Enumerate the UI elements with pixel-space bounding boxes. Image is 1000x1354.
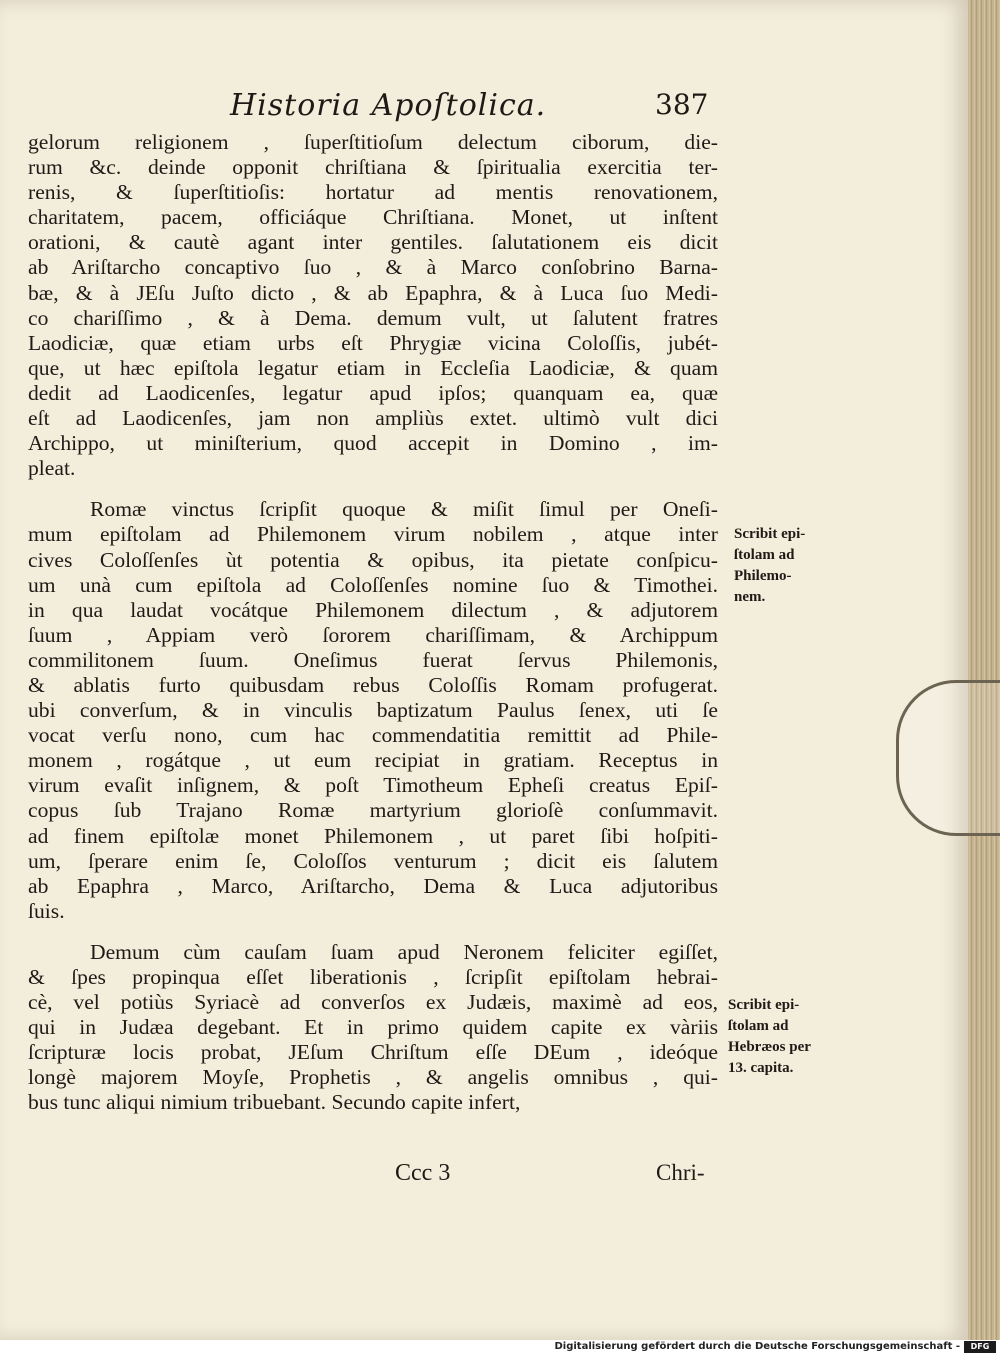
text-line: cives Coloſſenſes ùt potentia & opibus, ita pietate conſpicu- xyxy=(28,547,718,572)
paragraph-gap xyxy=(28,924,718,940)
text-line: bæ, & à JEſu Juſto dicto , & ab Epaphra, & à Luca ſuo Medi- xyxy=(28,280,718,305)
book-clip xyxy=(896,680,1000,836)
text-line: ſuum , Appiam verò ſororem chariſſimam, & Archippum xyxy=(28,622,718,647)
margin-note-line: Hebræos per xyxy=(728,1039,811,1055)
footer-credit: Digitalisierung gefördert durch die Deutsche Forschungsgemeinschaft - xyxy=(554,1341,960,1352)
text-line: co chariſſimo , & à Dema. demum vult, ut ſalutent fratres xyxy=(28,305,718,330)
text-line: longè majorem Moyſe, Prophetis , & angelis omnibus , qui- xyxy=(28,1065,718,1090)
margin-note-line: Scribit epi- xyxy=(728,997,800,1013)
text-line: ubi converſum, & in vinculis baptizatum Paulus ſenex, uti ſe xyxy=(28,698,718,723)
text-line: ab Ariſtarcho concaptivo ſuo , & à Marco conſobrino Barna- xyxy=(28,255,718,280)
text-line: copus ſub Trajano Romæ martyrium glorioſè conſummavit. xyxy=(28,798,718,823)
text-line: & ablatis furto quibusdam rebus Coloſſis Romam profugerat. xyxy=(28,672,718,697)
text-line: ad finem epiſtolæ monet Philemonem , ut paret ſibi hoſpiti- xyxy=(28,823,718,848)
text-line: que, ut hæc epiſtola legatur etiam in Eccleſia Laodiciæ, & quam xyxy=(28,355,718,380)
text-line: pleat. xyxy=(28,456,76,481)
text-line: dedit ad Laodicenſes, legatur apud ipſos; quanquam ea, quæ xyxy=(28,380,718,405)
main-text xyxy=(28,130,718,1116)
margin-note-line: Philemo- xyxy=(734,568,792,584)
text-line: Demum cùm cauſam ſuam apud Neronem feliciter egiſſet, xyxy=(90,939,718,964)
running-title: Historia Apoſtolica. xyxy=(230,88,547,123)
text-line: ſcripturæ locis probat, JEſum Chriſtum eſſe DEum , ideóque xyxy=(28,1040,718,1065)
margin-note-line: 13. capita. xyxy=(728,1060,794,1076)
page-number: 387 xyxy=(655,88,709,121)
signature-mark: Ccc 3 xyxy=(395,1160,451,1186)
paragraph-gap xyxy=(28,481,718,497)
dfg-logo: DFG xyxy=(964,1341,996,1353)
text-line: Romæ vinctus ſcripſit quoque & miſit ſimul per Oneſi- xyxy=(90,497,718,522)
margin-note-philemon xyxy=(734,524,805,608)
text-line: cè, vel potiùs Syriacè ad converſos ex Judæis, maximè ad eos, xyxy=(28,990,718,1015)
text-line: orationi, & cautè agant inter gentiles. ſalutationem eis dicit xyxy=(28,230,718,255)
text-line: commilitonem ſuum. Oneſimus fuerat ſervus Philemonis, xyxy=(28,647,718,672)
text-line: vocat verſu nono, cum hac commendatitia remittit ad Phile- xyxy=(28,723,718,748)
margin-note-line: ſtolam ad xyxy=(734,547,795,563)
text-line: gelorum religionem , ſuperſtitioſum delectum ciborum, die- xyxy=(28,130,718,154)
text-line: um unà cum epiſtola ad Coloſſenſes nomine ſuo & Timothei. xyxy=(28,572,718,597)
text-line: virum evaſit inſignem, & poſt Timotheum Epheſi creatus Epiſ- xyxy=(28,773,718,798)
text-line: Archippo, ut miniſterium, quod accepit in Domino , im- xyxy=(28,431,718,456)
text-line: um, ſperare enim ſe, Coloſſos venturum ; dicit eis ſalutem xyxy=(28,848,718,873)
catchword: Chri- xyxy=(656,1160,705,1185)
margin-note-line: nem. xyxy=(734,589,766,605)
text-line: rum &c. deinde opponit chriſtiana & ſpiritualia exercitia ter- xyxy=(28,155,718,180)
text-line: charitatem, pacem, officiáque Chriſtiana. Monet, ut inſtent xyxy=(28,205,718,230)
text-line: mum epiſtolam ad Philemonem virum nobilem , atque inter xyxy=(28,522,718,547)
footer-bar xyxy=(0,1340,1000,1354)
page-edges xyxy=(968,0,1000,1340)
text-line: eſt ad Laodicenſes, jam non ampliùs extet. ultimò vult dici xyxy=(28,406,718,431)
text-line: & ſpes propinqua eſſet liberationis , ſcripſit epiſtolam hebrai- xyxy=(28,965,718,989)
text-line: renis, & ſuperſtitioſis: hortatur ad mentis renovationem, xyxy=(28,180,718,205)
text-line: in qua laudat vocátque Philemonem dilectum , & adjutorem xyxy=(28,597,718,622)
text-line: qui in Judæa degebant. Et in primo quidem capite ex vàriis xyxy=(28,1015,718,1040)
margin-note-line: ſtolam ad xyxy=(728,1018,789,1034)
margin-note-hebrews xyxy=(728,995,811,1079)
text-line: ſuis. xyxy=(28,898,65,923)
text-line: Laodiciæ, quæ etiam urbs eſt Phrygiæ vicina Coloſſis, jubét- xyxy=(28,330,718,355)
text-line: ab Epaphra , Marco, Ariſtarcho, Dema & Luca adjutoribus xyxy=(28,873,718,898)
margin-note-line: Scribit epi- xyxy=(734,526,806,542)
text-line: bus tunc aliqui nimium tribuebant. Secundo capite infert, xyxy=(28,1090,521,1115)
text-line: monem , rogátque , ut eum recipiat in gratiam. Receptus in xyxy=(28,748,718,773)
